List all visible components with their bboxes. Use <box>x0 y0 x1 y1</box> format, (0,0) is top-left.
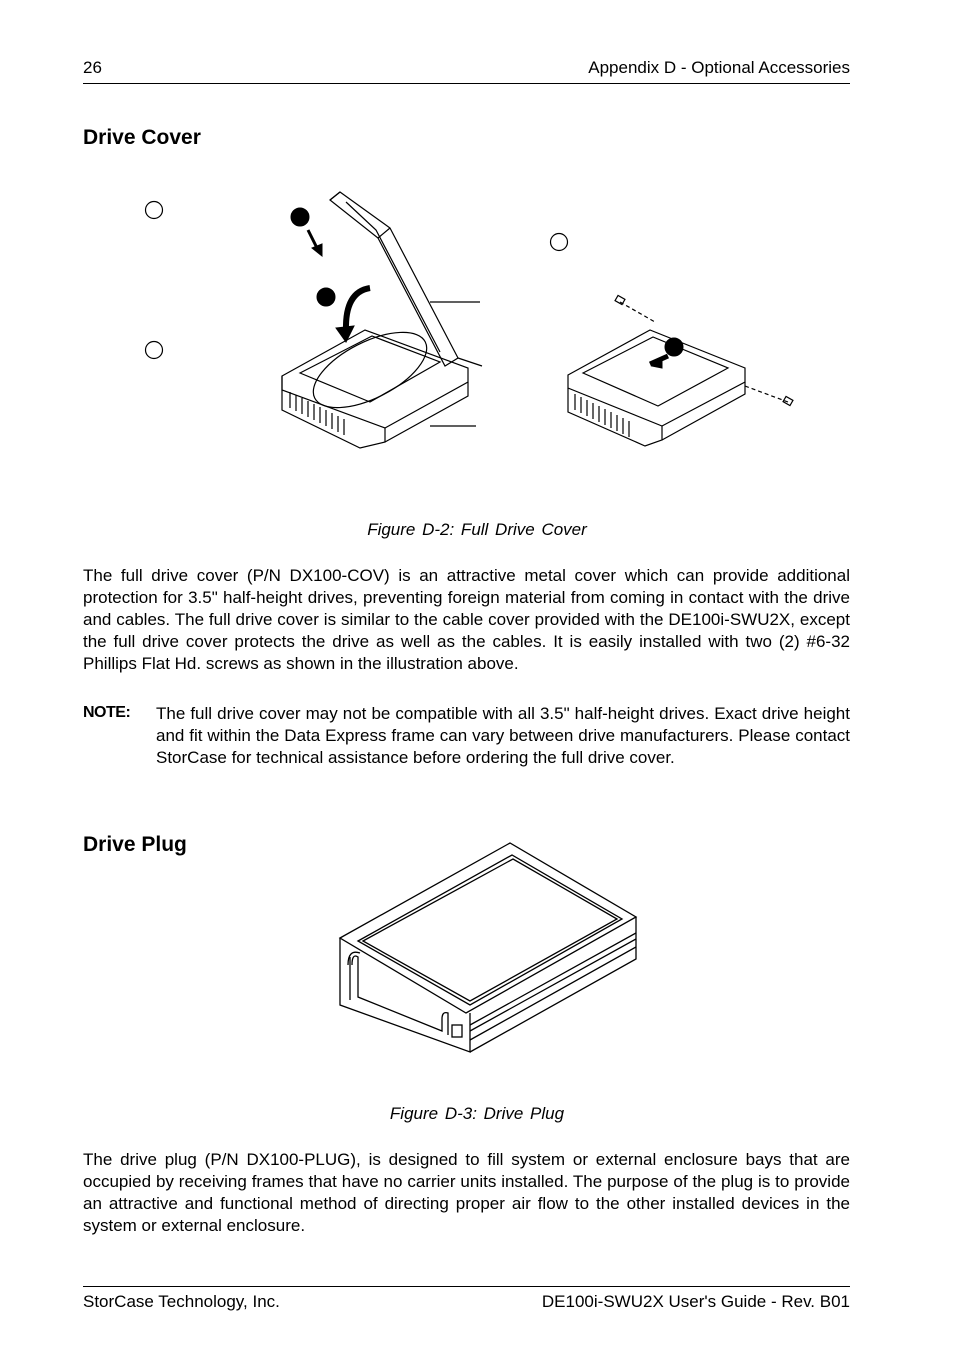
drive-plug-illustration <box>330 835 650 1060</box>
drive-cover-paragraph: The full drive cover (P/N DX100-COV) is an attractive metal cover which can provide additional protection for 3.5" half-height drives, preventing foreign material from coming in contact with the drive and cables. The full drive cover is similar to the cable cover provided with the DE100i-SWU2X, except the full drive cover protects the drive as well as the cables. It is easily installed with two (2) #6-32 Phillips Flat Hd. screws as shown in the illustration above. <box>83 566 850 673</box>
note-label: NOTE: <box>83 704 131 721</box>
footer-guide-title: DE100i-SWU2X User's Guide - Rev. B01 <box>541 1292 850 1311</box>
figure-d3-caption: Figure D-3: Drive Plug <box>389 1104 565 1123</box>
header-rule <box>83 83 850 84</box>
callout-circle-2 <box>146 342 163 359</box>
figure-d2-caption: Figure D-2: Full Drive Cover <box>367 520 587 539</box>
full-drive-cover-illustration <box>140 180 820 450</box>
step-marker-1 <box>291 208 309 226</box>
drive-cover-heading: Drive Cover <box>83 126 201 149</box>
footer-company: StorCase Technology, Inc. <box>83 1292 280 1311</box>
callout-circle-3 <box>551 234 568 251</box>
drive-plug-heading: Drive Plug <box>83 833 187 856</box>
step-marker-2 <box>317 288 335 306</box>
callout-circle-1 <box>146 202 163 219</box>
page-number: 26 <box>83 58 102 77</box>
step-marker-3 <box>665 338 683 356</box>
footer-rule <box>83 1286 850 1287</box>
section-title: Appendix D - Optional Accessories <box>588 58 850 77</box>
note-text: The full drive cover may not be compatible with all 3.5" half-height drives. Exact drive height and fit within the Data Express frame can vary between drive manufacturers. Please contact StorCase for technical assistance before ordering the full drive cover. <box>156 704 850 767</box>
drive-plug-paragraph: The drive plug (P/N DX100-PLUG), is designed to fill system or external enclosure bays that are occupied by receiving frames that have no carrier units installed. The purpose of the plug is to provide an attractive and functional method of directing proper air flow to the other installed devices in the system or external enclosure. <box>83 1150 850 1235</box>
